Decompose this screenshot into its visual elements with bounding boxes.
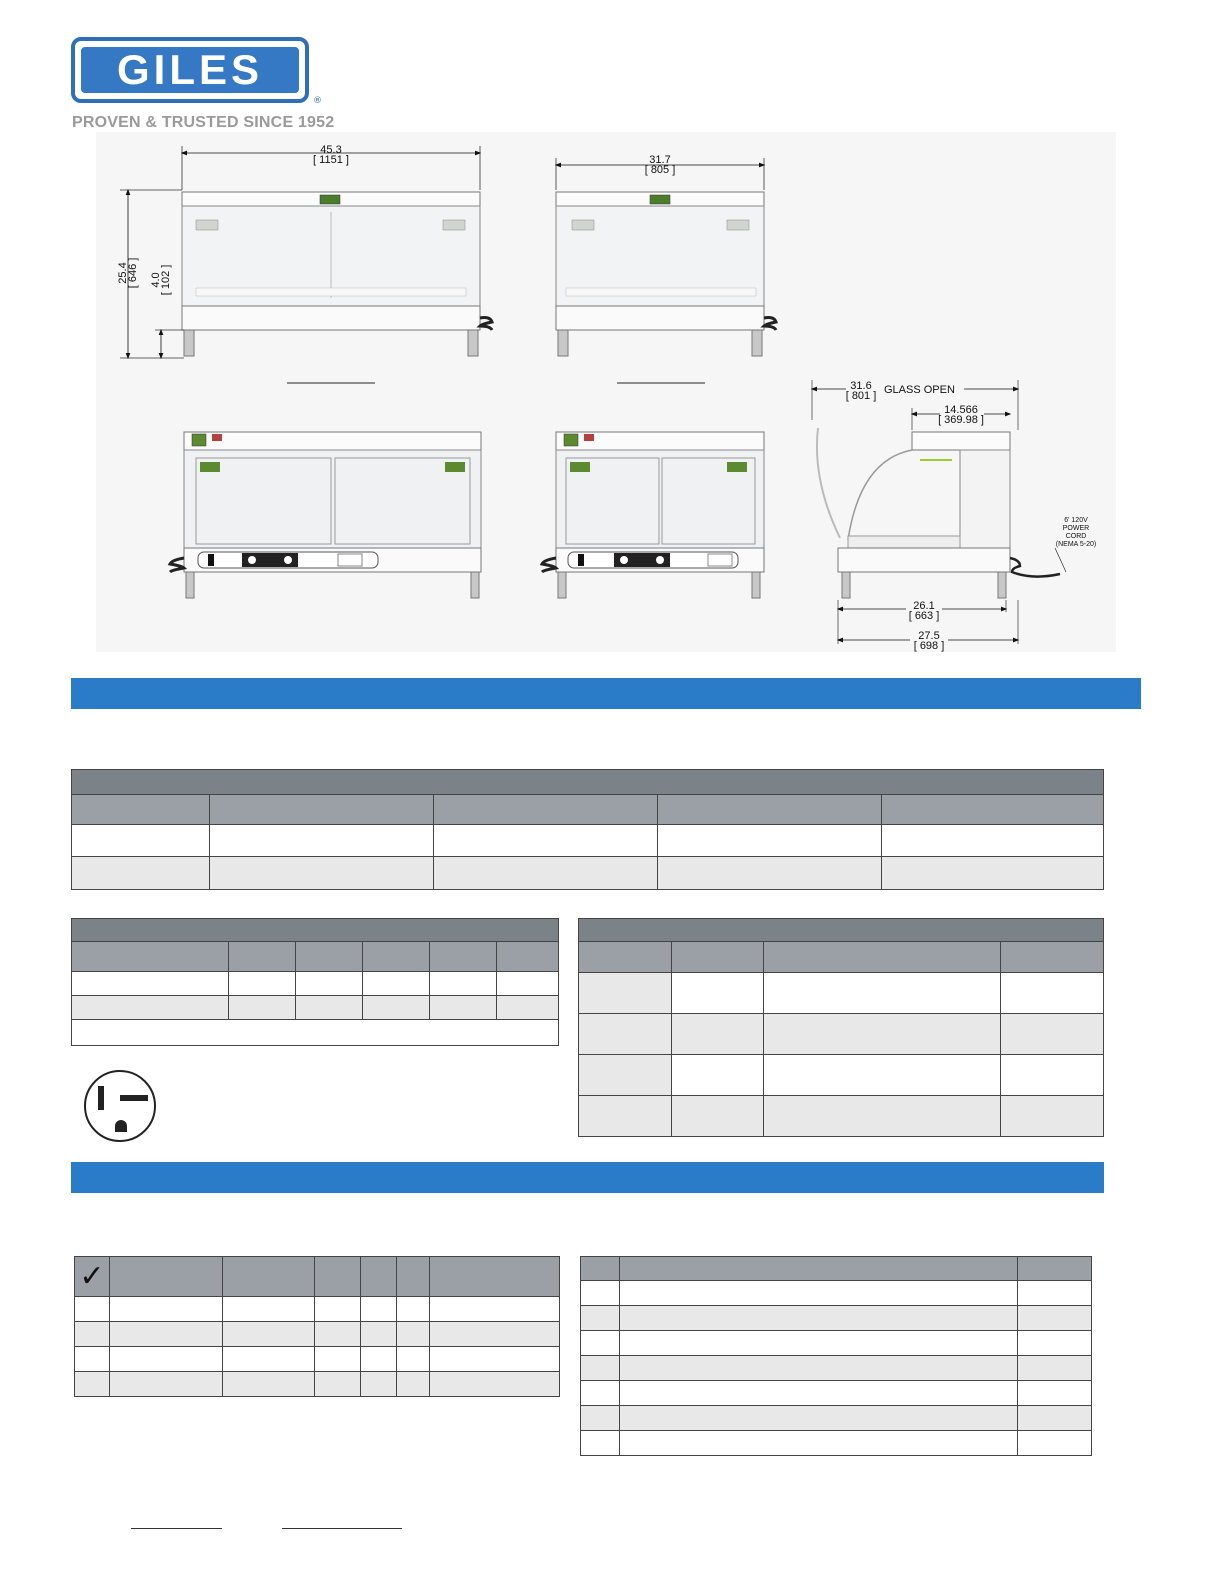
table-header-cell — [72, 795, 210, 825]
table-row — [72, 825, 1104, 857]
table-row — [72, 1020, 559, 1046]
leg-height-mm: [ 102 ] — [160, 264, 172, 296]
overall-depth-mm: [ 698 ] — [913, 640, 945, 652]
table-title-row — [579, 919, 1104, 942]
model-spec-table — [71, 769, 1104, 890]
overall-depth-in: 27.5 — [918, 630, 940, 642]
table-row — [579, 1055, 1104, 1096]
table-header-cell — [1018, 1257, 1092, 1281]
table-row — [579, 1014, 1104, 1055]
table-row — [72, 857, 1104, 890]
table-header-cell — [296, 942, 363, 972]
base-depth-in: 26.1 — [913, 600, 935, 612]
table-header-cell — [882, 795, 1104, 825]
width-small-in: 31.7 — [649, 154, 671, 166]
top-depth-in: 14.566 — [944, 404, 978, 416]
table-header-cell — [110, 1257, 223, 1297]
signature-line — [131, 1528, 222, 1529]
table-header-cell — [397, 1257, 430, 1297]
electrical-table — [71, 918, 559, 1046]
table-header-cell — [430, 1257, 560, 1297]
check-column-header — [75, 1257, 110, 1297]
table-row — [581, 1431, 1092, 1456]
table-header-cell — [620, 1257, 1018, 1281]
table-row — [581, 1331, 1092, 1356]
checkmark-icon: ✓ — [79, 1259, 105, 1293]
table-row — [579, 1096, 1104, 1137]
cord-label-4: (NEMA 5-20) — [1055, 541, 1097, 548]
glass-open-mm: [ 801 ] — [845, 390, 877, 402]
date-line — [282, 1528, 402, 1529]
table-row — [581, 1406, 1092, 1431]
order-checkbox[interactable] — [75, 1322, 110, 1347]
accessories-table — [580, 1256, 1092, 1456]
table-row — [72, 972, 559, 996]
logo-panel — [81, 47, 299, 93]
product-drawings — [96, 132, 1116, 652]
logo-text: GILES — [116, 46, 264, 93]
table-row — [581, 1381, 1092, 1406]
table-row — [579, 973, 1104, 1014]
cord-label-1: 6' 120V — [1064, 517, 1088, 524]
table-header-cell — [581, 1257, 620, 1281]
section-bar-specifications — [71, 678, 1141, 709]
table-header-cell — [361, 1257, 397, 1297]
base-depth-mm: [ 663 ] — [908, 610, 940, 622]
height-mm: [ 646 ] — [127, 257, 139, 289]
table-header-cell — [434, 795, 658, 825]
table-row — [581, 1281, 1092, 1306]
table-header-cell — [497, 942, 559, 972]
table-header-cell — [363, 942, 430, 972]
table-row — [75, 1347, 560, 1372]
registered-mark: ® — [313, 96, 322, 106]
table-title-row — [72, 770, 1104, 795]
top-depth-mm: [ 369.98 ] — [938, 414, 984, 426]
tagline: PROVEN & TRUSTED SINCE 1952 — [72, 114, 335, 131]
glass-open-in: 31.6 — [850, 380, 872, 392]
table-header-cell — [579, 942, 672, 973]
ordering-table — [74, 1256, 560, 1397]
section-bar-ordering — [71, 1162, 1104, 1193]
table-header-cell — [229, 942, 296, 972]
brand-logo — [71, 37, 309, 103]
nema-plug-icon — [82, 1068, 158, 1144]
width-small-mm: [ 805 ] — [644, 164, 676, 176]
table-header-cell — [658, 795, 882, 825]
table-header-cell — [430, 942, 497, 972]
table-row — [75, 1322, 560, 1347]
width-large-in: 45.3 — [320, 144, 342, 156]
table-row — [72, 996, 559, 1020]
table-row — [75, 1372, 560, 1397]
table-title-row — [72, 919, 559, 942]
order-checkbox[interactable] — [75, 1347, 110, 1372]
order-checkbox[interactable] — [75, 1372, 110, 1397]
table-row — [75, 1297, 560, 1322]
table-row — [581, 1306, 1092, 1331]
table-header-cell — [223, 1257, 315, 1297]
cord-label-2: POWER — [1062, 525, 1090, 532]
width-large-mm: [ 1151 ] — [313, 154, 349, 166]
table-header-cell — [72, 942, 229, 972]
table-header-cell — [315, 1257, 361, 1297]
table-header-cell — [764, 942, 1001, 973]
table-header-cell — [1001, 942, 1104, 973]
cord-label-3: CORD — [1065, 533, 1087, 540]
table-row — [581, 1356, 1092, 1381]
leg-height-in: 4.0 — [150, 272, 162, 288]
table-header-cell — [210, 795, 434, 825]
table-header-cell — [672, 942, 764, 973]
height-in: 25.4 — [117, 262, 129, 284]
shipping-table — [578, 918, 1104, 1137]
glass-open-label: GLASS OPEN — [884, 384, 955, 396]
order-checkbox[interactable] — [75, 1297, 110, 1322]
